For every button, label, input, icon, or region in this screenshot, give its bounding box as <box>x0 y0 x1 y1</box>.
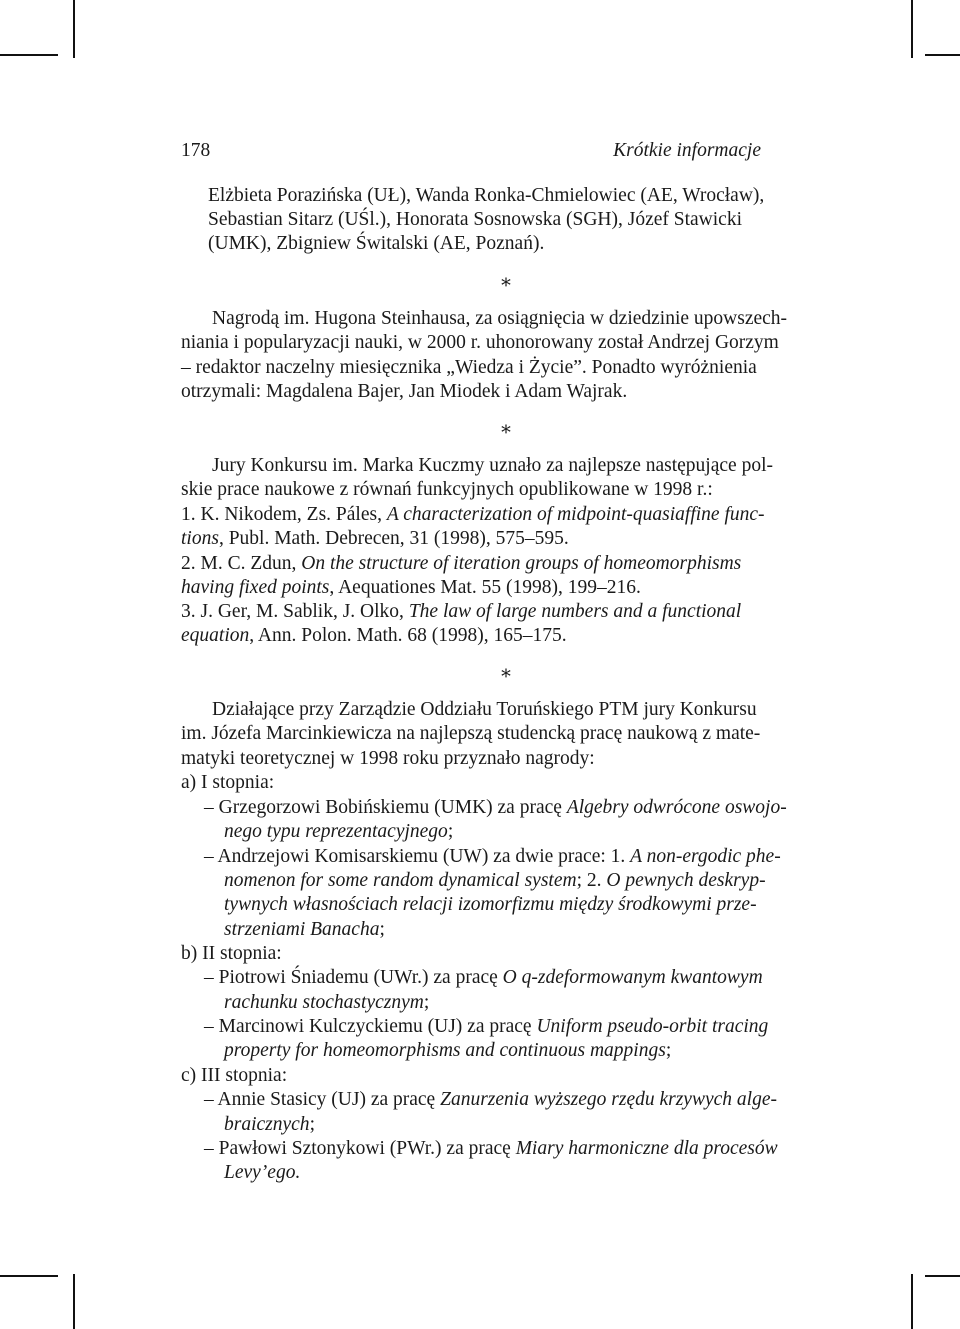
award-entry: – Grzegorzowi Bobińskiemu (UMK) za pracę Algebry odwrócone oswojo- <box>204 797 787 818</box>
list-item: 3. J. Ger, M. Sablik, J. Olko, The law of large numbers and a functional <box>181 601 742 622</box>
text-line: im. Józefa Marcinkiewicza na najlepszą studencką pracę naukową z mate- <box>181 723 761 744</box>
section-separator: ∗ <box>499 272 513 293</box>
crop-mark <box>911 0 913 58</box>
award-entry: – Annie Stasicy (UJ) za pracę Zanurzenia wyższego rzędu krzywych alge- <box>204 1089 777 1110</box>
list-item: 2. M. C. Zdun, On the structure of iteration groups of homeomorphisms <box>181 553 742 574</box>
text-line: – redaktor naczelny miesięcznika „Wiedza i Życie”. Ponadto wyróżnienia <box>181 357 757 378</box>
award-entry: nomenon for some random dynamical system; 2. O pewnych deskryp- <box>224 870 766 891</box>
crop-mark <box>0 1275 58 1277</box>
list-item: 1. K. Nikodem, Zs. Páles, A characterization of midpoint-quasiaffine func- <box>181 504 765 525</box>
text-line: Nagrodą im. Hugona Steinhausa, za osiągnięcia w dziedzinie upowszech- <box>212 308 788 329</box>
section-separator: ∗ <box>499 663 513 684</box>
award-entry: – Piotrowi Śniademu (UWr.) za pracę O q-zdeformowanym kwantowym <box>204 967 763 988</box>
crop-mark <box>925 1275 960 1277</box>
crop-mark <box>911 1274 913 1329</box>
award-entry: – Andrzejowi Komisarskiemu (UW) za dwie prace: 1. A non-ergodic phe- <box>204 846 781 867</box>
page-header <box>181 139 831 163</box>
award-entry: strzeniami Banacha; <box>224 919 385 940</box>
list-item: having fixed points, Aequationes Mat. 55 (1998), 199–216. <box>181 577 641 598</box>
page-number: 178 <box>181 140 211 161</box>
award-entry: nego typu reprezentacyjnego; <box>224 821 454 842</box>
award-category: c) III stopnia: <box>181 1065 288 1086</box>
award-category: b) II stopnia: <box>181 943 282 964</box>
award-entry: property for homeomorphisms and continuous mappings; <box>224 1040 672 1061</box>
award-entry: tywnych własnościach relacji izomorfizmu między środkowymi prze- <box>224 894 757 915</box>
text-line: skie prace naukowe z równań funkcyjnych opublikowane w 1998 r.: <box>181 479 713 500</box>
text-line: Sebastian Sitarz (UŚl.), Honorata Sosnowska (SGH), Józef Stawicki <box>208 209 742 230</box>
award-category: a) I stopnia: <box>181 772 275 793</box>
crop-mark <box>73 1274 75 1329</box>
text-line: Działające przy Zarządzie Oddziału Toruńskiego PTM jury Konkursu <box>212 699 757 720</box>
section-separator: ∗ <box>499 419 513 440</box>
text-line: (UMK), Zbigniew Świtalski (AE, Poznań). <box>208 233 545 254</box>
award-entry: braicznych; <box>224 1114 315 1135</box>
text-line: otrzymali: Magdalena Bajer, Jan Miodek i Adam Wajrak. <box>181 381 628 402</box>
text-line: matyki teoretycznej w 1998 roku przyznało nagrody: <box>181 748 595 769</box>
award-entry: – Marcinowi Kulczyckiemu (UJ) za pracę Uniform pseudo-orbit tracing <box>204 1016 769 1037</box>
list-item: equation, Ann. Polon. Math. 68 (1998), 165–175. <box>181 625 567 646</box>
text-line: Elżbieta Porazińska (UŁ), Wanda Ronka-Chmielowiec (AE, Wrocław), <box>208 185 765 206</box>
text-line: niania i popularyzacji nauki, w 2000 r. uhonorowany został Andrzej Gorzym <box>181 332 779 353</box>
crop-mark <box>925 54 960 56</box>
running-title: Krótkie informacje <box>613 140 761 161</box>
crop-mark <box>73 0 75 58</box>
award-entry: Levy’ego. <box>224 1162 301 1183</box>
text-line: Jury Konkursu im. Marka Kuczmy uznało za najlepsze następujące pol- <box>212 455 773 476</box>
crop-mark <box>0 54 58 56</box>
list-item: tions, Publ. Math. Debrecen, 31 (1998), 575–595. <box>181 528 569 549</box>
award-entry: rachunku stochastycznym; <box>224 992 430 1013</box>
award-entry: – Pawłowi Sztonykowi (PWr.) za pracę Miary harmoniczne dla procesów <box>204 1138 778 1159</box>
